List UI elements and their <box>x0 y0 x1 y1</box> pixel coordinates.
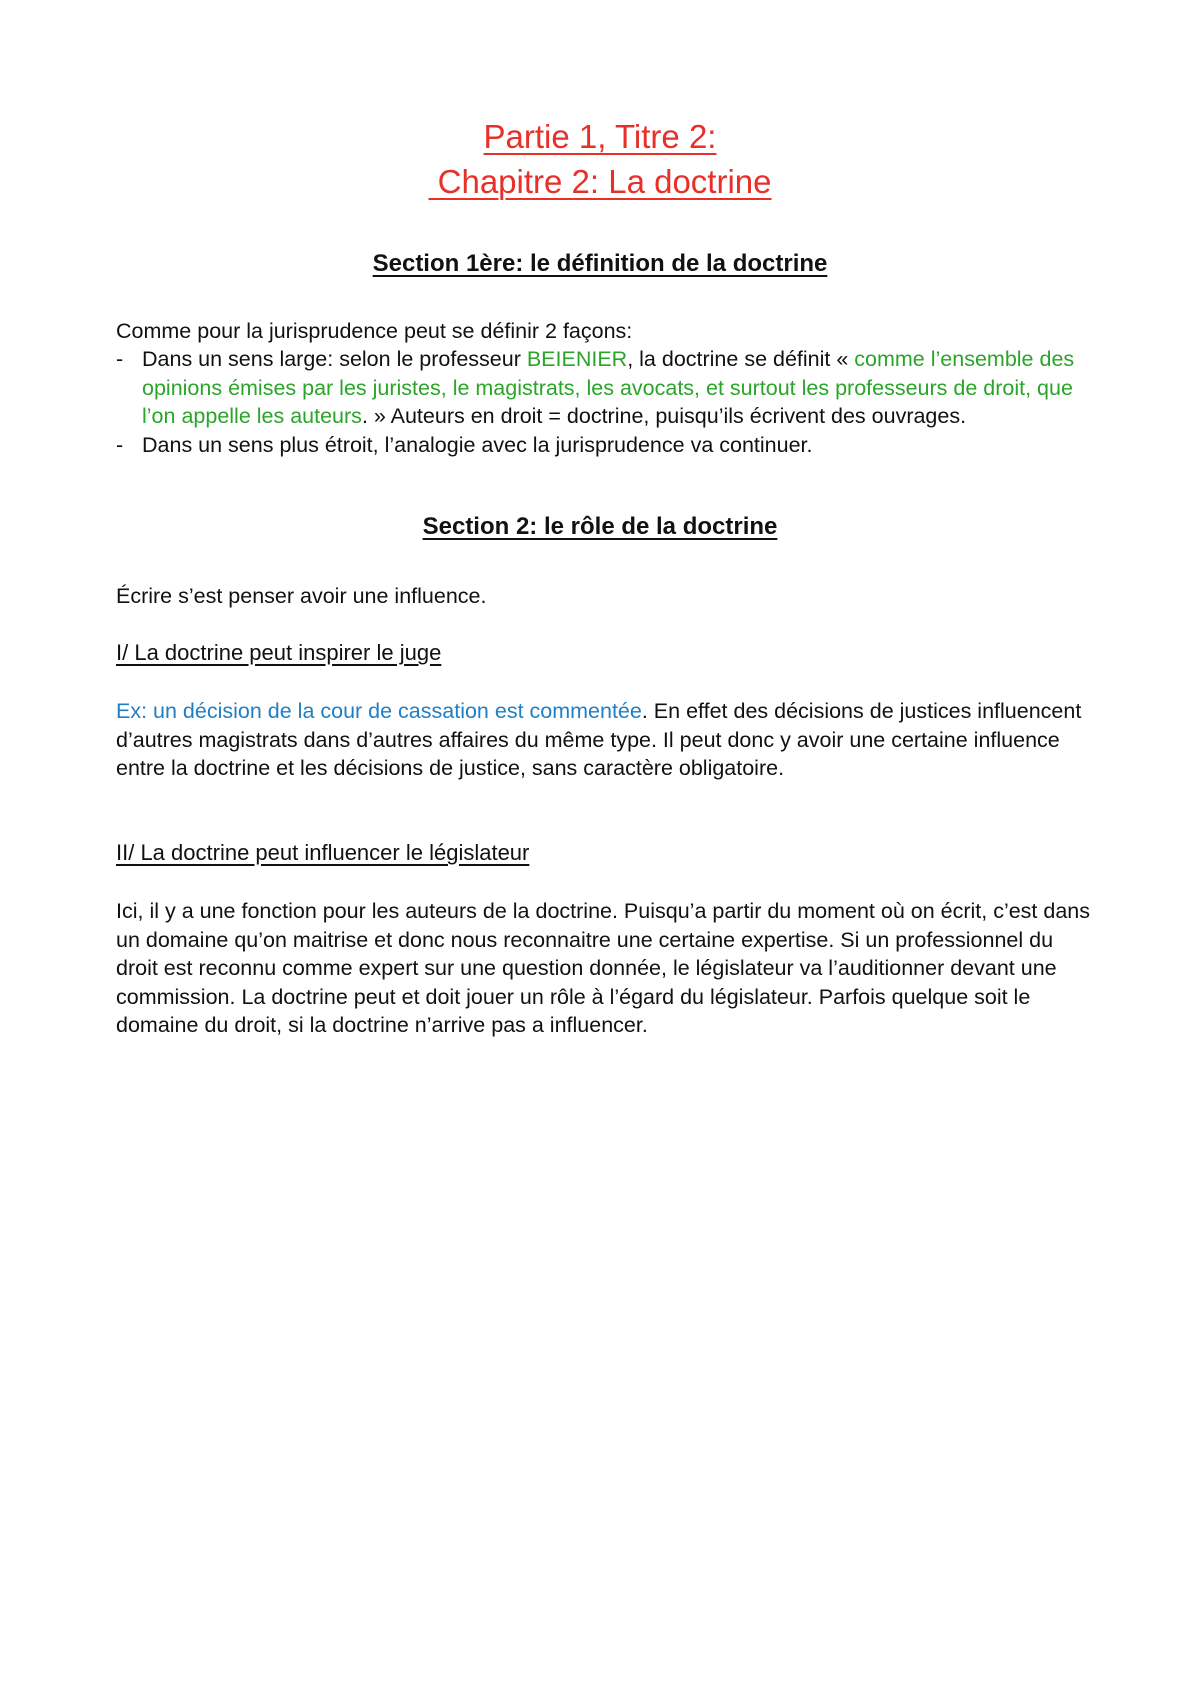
section-1-heading: Section 1ère: le définition de la doctrine <box>372 250 828 277</box>
title-line-1: Partie 1, Titre 2: <box>483 118 717 155</box>
bullet-1-text-start: Dans un sens large: selon le professeur <box>142 347 527 371</box>
section-1-intro: Comme pour la jurisprudence peut se définir 2 façons: <box>116 319 633 343</box>
subsection-1-text: . En effet des décisions de justices influencent d’autres magistrats dans d’autres affaires du même type. Il peut donc y avoir une certaine influence entre la doctrine et les décisions de justice, sans caractère obligatoire. <box>116 699 1082 780</box>
bullet-1-text-end: . » Auteurs en droit = doctrine, puisqu’ils écrivent des ouvrages. <box>361 404 967 428</box>
bullet-dash: - <box>116 432 124 457</box>
professor-name: BEIENIER <box>526 347 628 371</box>
bullet-1-text-mid: , la doctrine se définit « <box>627 347 855 371</box>
list-item-broad-sense <box>116 345 1100 431</box>
section-2-heading: Section 2: le rôle de la doctrine <box>422 513 778 540</box>
subsection-1-heading: I/ La doctrine peut inspirer le juge <box>116 640 442 665</box>
bullet-dash: - <box>116 347 124 371</box>
subsection-2-paragraph: Ici, il y a une fonction pour les auteurs de la doctrine. Puisqu’a partir du moment où on écrit, c’est dans un domaine qu’on maitrise et donc nous reconnaitre une certaine expertise. Si un professionnel du droit est reconnu comme expert sur une question donnée, le législateur va l’auditionner devant une commission. La doctrine peut et doit jouer un rôle à l’égard du législateur. Parfois quelque soit le domaine du droit, si la doctrine n’arrive pas a influencer. <box>116 899 1090 1037</box>
bullet-2-text: Dans un sens plus étroit, l’analogie avec la jurisprudence va continuer. <box>142 432 813 457</box>
title-line-2: Chapitre 2: La doctrine <box>428 163 772 200</box>
section-2-intro: Écrire s’est penser avoir une influence. <box>116 584 487 608</box>
subsection-1-paragraph <box>116 697 1100 783</box>
definition-quote: comme l’ensemble des opinions émises par les juristes, le magistrats, les avocats, et surtout les professeurs de droit, que l’on appelle les auteurs <box>142 347 1075 428</box>
definition-list <box>116 345 1100 459</box>
list-item-narrow-sense <box>116 431 1100 460</box>
example-highlight: Ex: un décision de la cour de cassation est commentée <box>116 699 642 723</box>
subsection-2-heading: II/ La doctrine peut influencer le législateur <box>116 840 530 865</box>
